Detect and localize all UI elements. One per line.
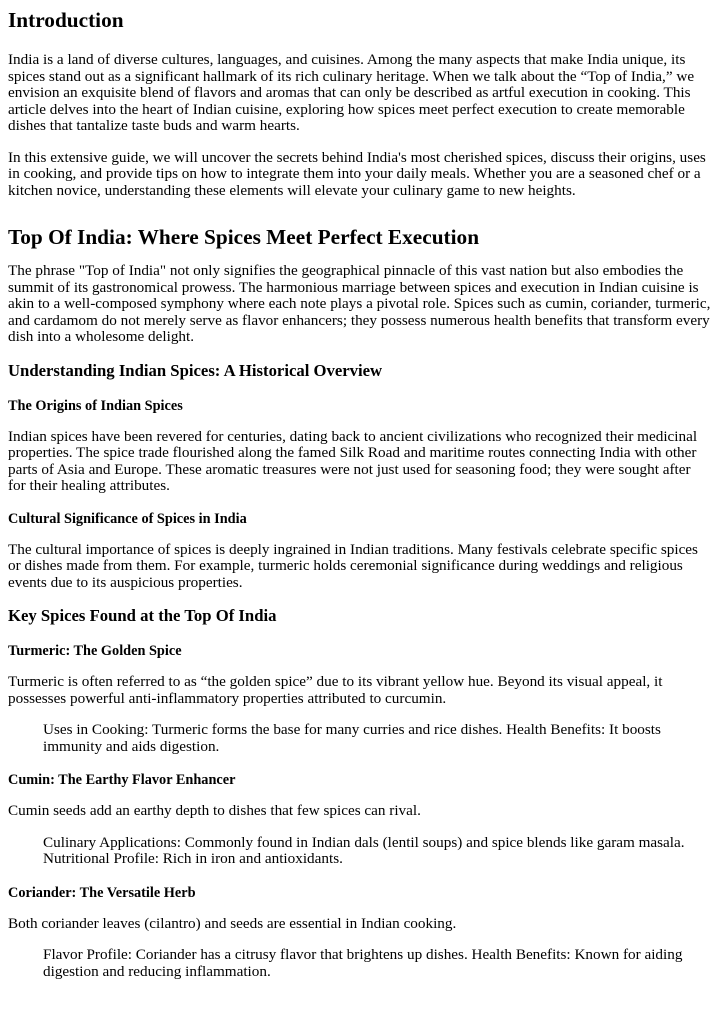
history-heading: Understanding Indian Spices: A Historical Overview — [8, 360, 383, 380]
main-paragraph: The phrase "Top of India" not only signifies the geographical pinnacle of this vast nation but also embodies the summit of its gastronomical prowess. The harmonious marriage between spices and execution in Indian cuisine is akin to a well-composed symphony where each note plays a pivotal role. Spices such as cumin, coriander, turmeric, and cardamom do not merely serve as flavor enhancers; they possess numerous health benefits that transform every dish into a wholesome delight. — [8, 262, 711, 345]
key-spices-heading: Key Spices Found at the Top Of India — [8, 606, 277, 625]
origins-heading: The Origins of Indian Spices — [8, 397, 183, 414]
coriander-heading: Coriander: The Versatile Herb — [8, 884, 196, 901]
article — [0, 7, 720, 980]
main-heading: Top Of India: Where Spices Meet Perfect Execution — [8, 225, 480, 249]
cultural-paragraph: The cultural importance of spices is deeply ingrained in Indian traditions. Many festivals celebrate specific spices or dishes made from them. For example, turmeric holds ceremonial significance during weddings and religious events due to its auspicious properties. — [8, 540, 698, 591]
cumin-paragraph: Cumin seeds add an earthy depth to dishes that few spices can rival. — [8, 802, 421, 819]
turmeric-quote: Uses in Cooking: Turmeric forms the base for many curries and rice dishes. Health Benefits: It boosts immunity and aids digestion. — [43, 721, 661, 755]
intro-heading: Introduction — [8, 8, 124, 32]
turmeric-heading: Turmeric: The Golden Spice — [8, 643, 182, 659]
turmeric-paragraph: Turmeric is often referred to as “the golden spice” due to its vibrant yellow hue. Beyond its visual appeal, it possesses powerful anti-inflammatory properties attributed to curcumin. — [8, 673, 663, 707]
origins-paragraph: Indian spices have been revered for centuries, dating back to ancient civilizations who recognized their medicinal properties. The spice trade flourished along the famed Silk Road and maritime routes connecting India with other parts of Asia and Europe. These aromatic treasures were not just used for seasoning food; they were sought after for their healing attributes. — [8, 427, 698, 494]
intro-paragraph-1: India is a land of diverse cultures, languages, and cuisines. Among the many aspects that make India unique, its spices stand out as a significant hallmark of its rich culinary heritage. When we talk about the “Top of India,” we envision an exquisite blend of flavors and aromas that can only be described as artful execution in cooking. This article delves into the heart of Indian cuisine, exploring how spices meet perfect execution to create memorable dishes that tantalize taste buds and warm hearts. — [8, 51, 695, 134]
cultural-heading: Cultural Significance of Spices in India — [8, 510, 247, 527]
intro-paragraph-2: In this extensive guide, we will uncover the secrets behind India's most cherished spices, discuss their origins, uses in cooking, and provide tips on how to integrate them into your daily meals. Whether you are a seasoned chef or a kitchen novice, understanding these elements will elevate your culinary game to new heights. — [8, 148, 706, 199]
cumin-heading: Cumin: The Earthy Flavor Enhancer — [8, 772, 236, 788]
coriander-quote: Flavor Profile: Coriander has a citrusy flavor that brightens up dishes. Health Benefits: Known for aiding digestion and reducing inflammation. — [43, 946, 683, 980]
coriander-paragraph: Both coriander leaves (cilantro) and seeds are essential in Indian cooking. — [8, 914, 457, 932]
cumin-quote: Culinary Applications: Commonly found in Indian dals (lentil soups) and spice blends like garam masala. Nutritional Profile: Rich in iron and antioxidants. — [43, 833, 685, 867]
